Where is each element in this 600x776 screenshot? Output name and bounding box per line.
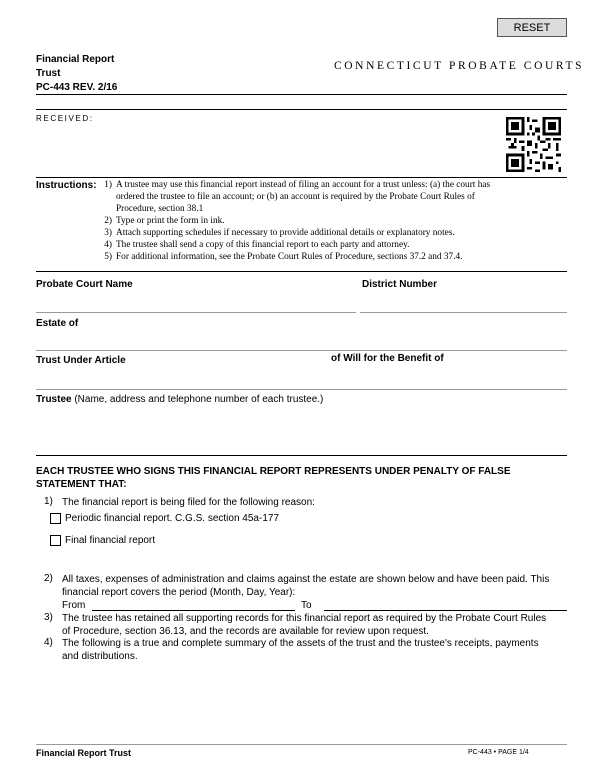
trustee-field[interactable]	[36, 408, 567, 453]
instructions-top-rule	[36, 177, 567, 178]
item2-text: All taxes, expenses of administration and claims against the estate are shown below and have been paid. This financial report covers the period (Month, Day, Year):	[62, 574, 550, 598]
instruction-text: A trustee may use this financial report instead of filing an account for a trust unless: (a) the court has	[116, 180, 491, 190]
reset-button[interactable]: RESET	[497, 18, 567, 37]
estate-of-label: Estate of	[36, 318, 79, 329]
to-label: To	[301, 600, 312, 611]
instructions-heading: Instructions:	[36, 180, 97, 191]
trust-underline	[36, 389, 567, 390]
form-title: Financial Report	[36, 54, 115, 65]
district-number-field[interactable]	[362, 292, 567, 311]
instruction-item: 3) Attach supporting schedules if necessary to provide additional details or explanatory notes.	[98, 227, 568, 239]
benefit-of-field[interactable]	[36, 370, 567, 388]
page-number: PC-443 • PAGE 1/4	[468, 749, 529, 756]
periodic-report-checkbox[interactable]	[50, 513, 61, 524]
trust-under-article-label: Trust Under Article	[36, 355, 126, 366]
form-subtitle: Trust	[36, 68, 61, 79]
qr-code-icon	[506, 117, 561, 172]
item4-text: The following is a true and complete summary of the assets of the trust and the trustee's receipts, payments and distributions.	[62, 638, 539, 662]
district-number-label: District Number	[362, 279, 438, 290]
item-number: 3)	[44, 612, 53, 623]
item1-text: The financial report is being filed for the following reason:	[62, 497, 315, 508]
trust-article-field[interactable]	[130, 355, 325, 369]
item-number: 2)	[44, 573, 53, 584]
estate-of-underline	[36, 350, 567, 351]
item3-text: The trustee has retained all supporting records for this financial report as required by the Probate Court Rules of Procedure, section 36.13, and the records are available for review upon request.	[62, 613, 547, 637]
from-label: From	[62, 600, 86, 611]
from-underline	[92, 610, 295, 611]
item-number: 1)	[44, 496, 53, 507]
final-report-checkbox[interactable]	[50, 535, 61, 546]
probate-court-name-field[interactable]	[36, 292, 356, 311]
form-number: PC-443 REV. 2/16	[36, 82, 118, 93]
trustee-label: Trustee (Name, address and telephone number of each trustee.)	[36, 394, 324, 405]
instruction-text: Type or print the form in ink.	[116, 216, 225, 226]
received-label: RECEIVED:	[36, 114, 94, 123]
footer-rule	[36, 744, 567, 745]
will-benefit-label: of Will for the Benefit of	[331, 353, 444, 364]
instruction-item: 2) Type or print the form in ink.	[98, 215, 568, 227]
trustee-bottom-rule	[36, 455, 567, 456]
instruction-item: 5) For additional information, see the Probate Court Rules of Procedure, sections 37.2 and 37.4.	[98, 251, 568, 263]
final-report-label: Final financial report	[65, 535, 156, 546]
header-divider	[36, 94, 567, 95]
instruction-text: ordered the trustee to file an account; or (b) an account is required by the Probate Court Rules of	[116, 192, 475, 202]
instruction-item: 4) The trustee shall send a copy of this financial report to each party and attorney.	[98, 239, 568, 251]
periodic-report-label: Periodic financial report. C.G.S. section 45a-177	[65, 513, 279, 524]
received-top-rule	[36, 109, 567, 110]
item-number: 4)	[44, 637, 53, 648]
footer-title: Financial Report Trust	[36, 748, 132, 758]
district-number-underline	[360, 312, 567, 313]
probate-court-name-label: Probate Court Name	[36, 279, 133, 290]
statement-heading: EACH TRUSTEE WHO SIGNS THIS FINANCIAL REPORT REPRESENTS UNDER PENALTY OF FALSE STATEMENT THAT:	[36, 466, 511, 490]
estate-of-field[interactable]	[36, 331, 567, 349]
instructions-bottom-rule	[36, 271, 567, 272]
instruction-text: The trustee shall send a copy of this financial report to each party and attorney.	[116, 240, 410, 250]
court-name: CONNECTICUT PROBATE COURTS	[334, 60, 585, 72]
form-title-block	[36, 53, 117, 95]
to-date-field[interactable]	[324, 597, 567, 610]
instruction-text: Attach supporting schedules if necessary to provide additional details or explanatory notes.	[116, 228, 455, 238]
to-underline	[324, 610, 567, 611]
from-date-field[interactable]	[92, 597, 295, 610]
probate-court-name-underline	[36, 312, 356, 313]
instruction-text: Procedure, section 38.1	[116, 204, 204, 214]
instructions-list	[98, 179, 568, 263]
instruction-item: 1) A trustee may use this financial report instead of filing an account for a trust unless: (a) the court has ordered the trustee to file an account; or (b) an account is required by the Probate Court Rules of Procedure, section 38.1	[98, 179, 568, 215]
instruction-text: For additional information, see the Probate Court Rules of Procedure, sections 37.2 and 37.4.	[116, 252, 463, 262]
